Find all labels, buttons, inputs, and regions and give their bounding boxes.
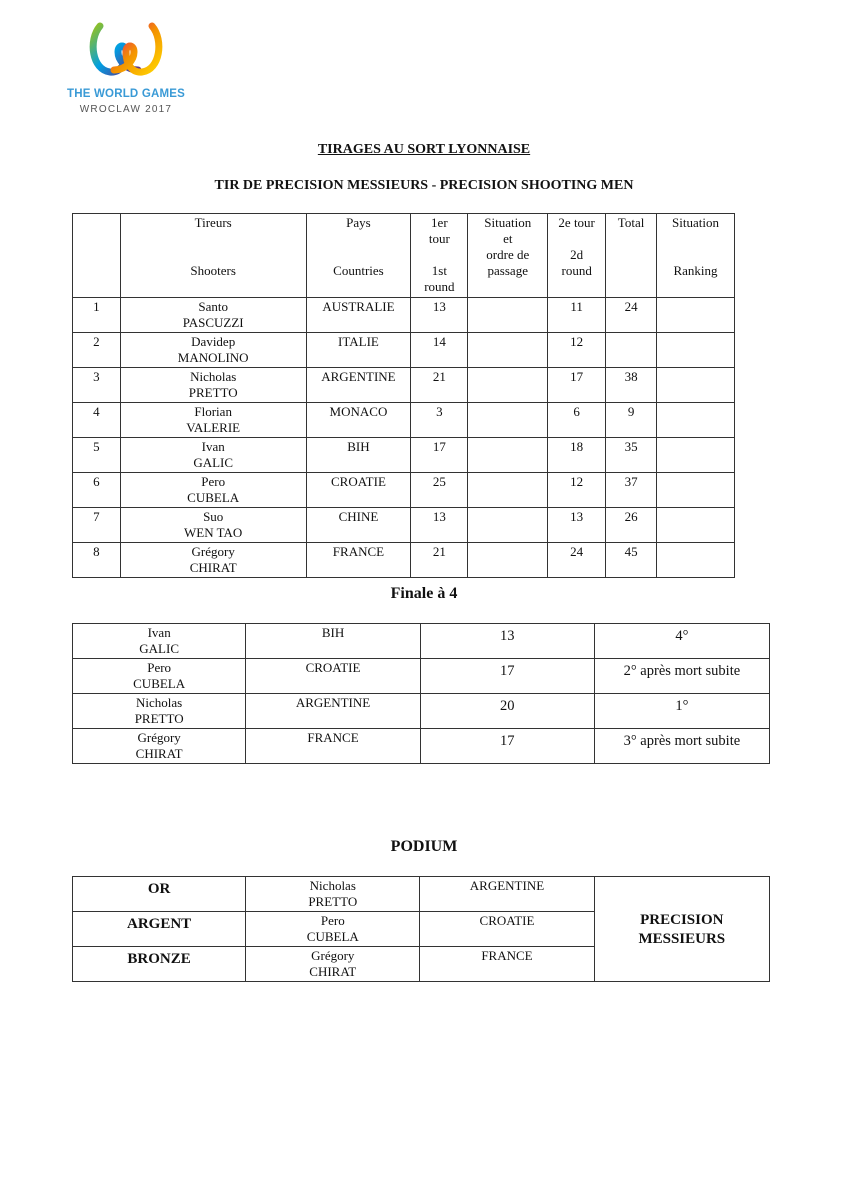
row-number: 6 [73, 473, 121, 508]
round1-score: 17 [411, 438, 468, 473]
situation [468, 543, 548, 578]
row-number: 1 [73, 298, 121, 333]
table-row [73, 543, 735, 578]
finalist-name: Pero CUBELA [73, 659, 246, 694]
country: BIH [246, 624, 420, 659]
country: ARGENTINE [306, 368, 411, 403]
ranking [657, 438, 735, 473]
table-row [73, 368, 735, 403]
podium-title: PODIUM [390, 838, 458, 855]
situation [468, 403, 548, 438]
total-score: 37 [606, 473, 657, 508]
round2-score: 12 [548, 473, 606, 508]
medalist-name: Grégory CHIRAT [246, 947, 420, 982]
row-number: 8 [73, 543, 121, 578]
shooter-name: Suo WEN TAO [120, 508, 306, 543]
country: FRANCE [306, 543, 411, 578]
medalist-name: Nicholas PRETTO [246, 877, 420, 912]
shooter-name: Pero CUBELA [120, 473, 306, 508]
row-number: 5 [73, 438, 121, 473]
final-score: 17 [420, 729, 594, 764]
country: BIH [306, 438, 411, 473]
final-place: 1° [594, 694, 769, 729]
table-row [73, 877, 770, 912]
table-row [73, 729, 770, 764]
final-place: 2° après mort subite [594, 659, 769, 694]
final-place: 4° [594, 624, 769, 659]
country: ITALIE [306, 333, 411, 368]
round1-score: 3 [411, 403, 468, 438]
header-total: Total [606, 214, 657, 298]
podium-table [72, 876, 770, 982]
country: CROATIE [420, 912, 594, 947]
round1-score: 21 [411, 368, 468, 403]
country: FRANCE [420, 947, 594, 982]
ranking [657, 403, 735, 438]
round2-score: 24 [548, 543, 606, 578]
shooter-name: Nicholas PRETTO [120, 368, 306, 403]
medal: OR [73, 877, 246, 912]
total-score: 24 [606, 298, 657, 333]
table-row [73, 508, 735, 543]
header-situation: Situation et ordre de passage [468, 214, 548, 298]
finalist-name: Grégory CHIRAT [73, 729, 246, 764]
final-place: 3° après mort subite [594, 729, 769, 764]
table-header-row [73, 214, 735, 298]
medal: BRONZE [73, 947, 246, 982]
country: CROATIE [246, 659, 420, 694]
country: FRANCE [246, 729, 420, 764]
final-score: 13 [420, 624, 594, 659]
header-round1: 1er tour 1st round [411, 214, 468, 298]
round1-score: 13 [411, 298, 468, 333]
country: CHINE [306, 508, 411, 543]
round2-score: 13 [548, 508, 606, 543]
total-score: 35 [606, 438, 657, 473]
round1-score: 13 [411, 508, 468, 543]
finalist-name: Nicholas PRETTO [73, 694, 246, 729]
situation [468, 473, 548, 508]
table-row [73, 333, 735, 368]
medalist-name: Pero CUBELA [246, 912, 420, 947]
table-row [73, 298, 735, 333]
medal: ARGENT [73, 912, 246, 947]
shooter-name: Grégory CHIRAT [120, 543, 306, 578]
country: AUSTRALIE [306, 298, 411, 333]
shooter-name: Santo PASCUZZI [120, 298, 306, 333]
round1-score: 21 [411, 543, 468, 578]
header-shooters: Tireurs Shooters [120, 214, 306, 298]
table-row [73, 624, 770, 659]
round2-score: 11 [548, 298, 606, 333]
country: ARGENTINE [420, 877, 594, 912]
situation [468, 368, 548, 403]
header-round2: 2e tour 2d round [548, 214, 606, 298]
situation [468, 333, 548, 368]
table-row [73, 694, 770, 729]
table-row [73, 659, 770, 694]
row-number: 2 [73, 333, 121, 368]
total-score: 38 [606, 368, 657, 403]
header-number [73, 214, 121, 298]
situation [468, 298, 548, 333]
round2-score: 6 [548, 403, 606, 438]
country: CROATIE [306, 473, 411, 508]
round1-score: 14 [411, 333, 468, 368]
final-score: 17 [420, 659, 594, 694]
finalist-name: Ivan GALIC [73, 624, 246, 659]
situation [468, 438, 548, 473]
round2-score: 17 [548, 368, 606, 403]
total-score: 9 [606, 403, 657, 438]
header-ranking: Situation Ranking [657, 214, 735, 298]
country: MONACO [306, 403, 411, 438]
round1-score: 25 [411, 473, 468, 508]
world-games-emblem-icon [86, 18, 166, 80]
document-title: TIRAGES AU SORT LYONNAISE [317, 142, 531, 157]
document-subtitle: TIR DE PRECISION MESSIEURS - PRECISION SHOOTING MEN [214, 178, 634, 193]
table-row [73, 403, 735, 438]
table-row [73, 473, 735, 508]
logo-subtext: WROCLAW 2017 [79, 104, 173, 115]
ranking [657, 543, 735, 578]
final-table [72, 623, 770, 764]
row-number: 7 [73, 508, 121, 543]
logo-text: THE WORLD GAMES [67, 88, 185, 100]
country: ARGENTINE [246, 694, 420, 729]
world-games-logo [64, 18, 194, 128]
ranking [657, 508, 735, 543]
shooter-name: Ivan GALIC [120, 438, 306, 473]
total-score: 45 [606, 543, 657, 578]
round2-score: 12 [548, 333, 606, 368]
ranking [657, 368, 735, 403]
total-score [606, 333, 657, 368]
event-name: PRECISION MESSIEURS [594, 877, 769, 982]
ranking [657, 333, 735, 368]
total-score: 26 [606, 508, 657, 543]
shooter-name: Florian VALERIE [120, 403, 306, 438]
row-number: 3 [73, 368, 121, 403]
qualification-table [72, 213, 735, 578]
ranking [657, 473, 735, 508]
header-countries: Pays Countries [306, 214, 411, 298]
ranking [657, 298, 735, 333]
row-number: 4 [73, 403, 121, 438]
final-title: Finale à 4 [390, 585, 458, 602]
table-row [73, 438, 735, 473]
round2-score: 18 [548, 438, 606, 473]
situation [468, 508, 548, 543]
shooter-name: Davidep MANOLINO [120, 333, 306, 368]
final-score: 20 [420, 694, 594, 729]
